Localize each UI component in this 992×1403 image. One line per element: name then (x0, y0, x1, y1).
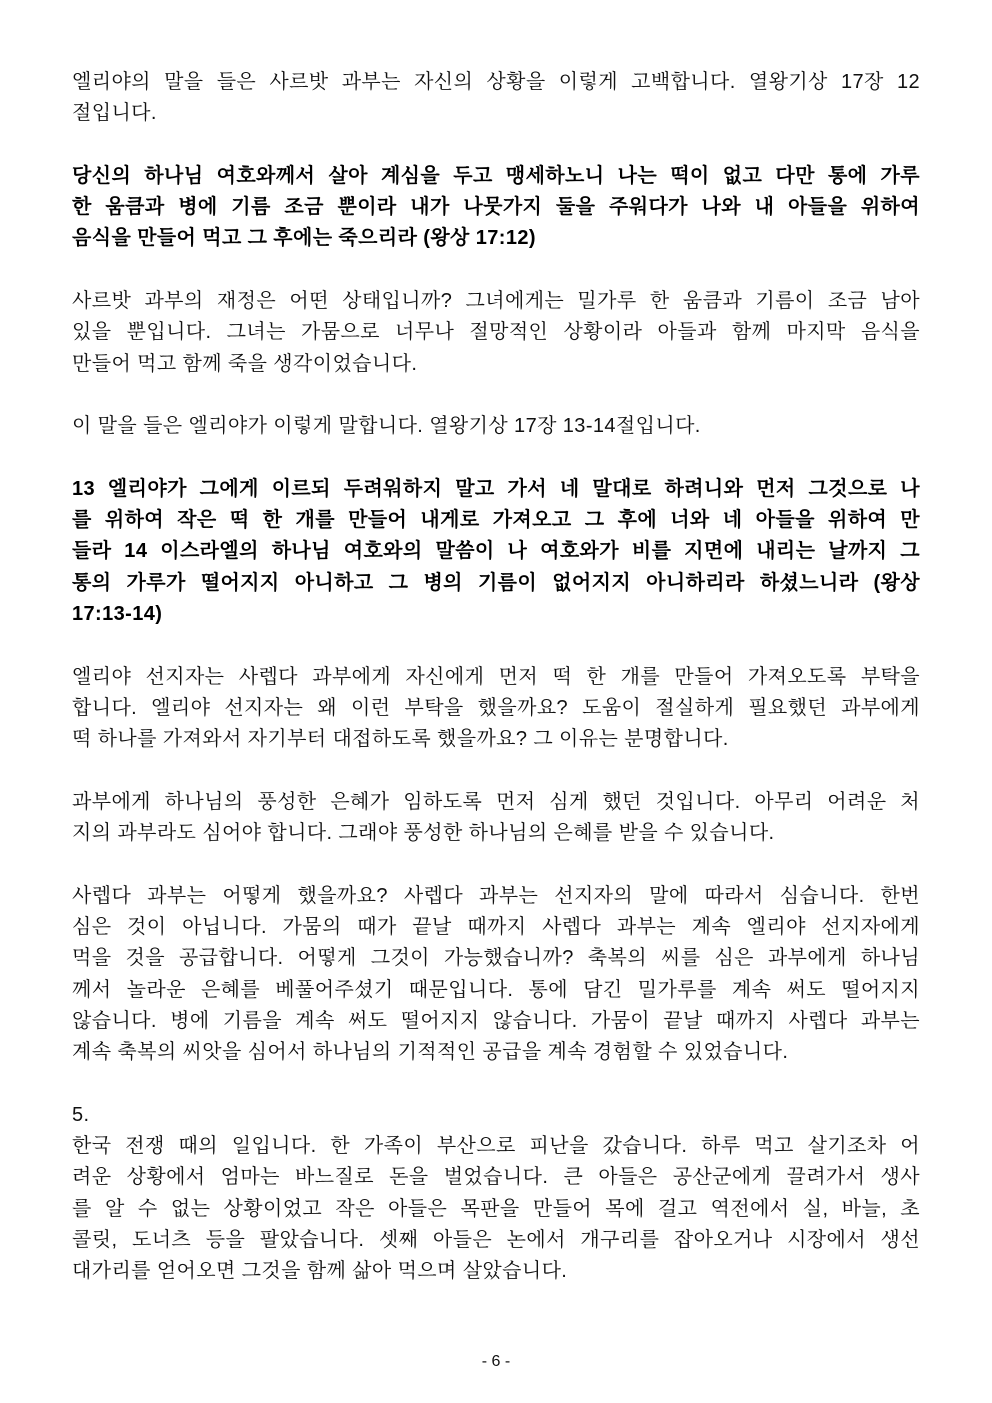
body-paragraph (72, 662, 920, 756)
page-number: - 6 - (481, 1353, 511, 1370)
text-line: 한 움큼과 병에 기름 조금 뿐이라 내가 나뭇가지 둘을 주워다가 나와 내 아들을 위하여 (72, 196, 920, 219)
numbered-section (72, 1100, 920, 1288)
text-line: 한국 전쟁 때의 일입니다. 한 가족이 부산으로 피난을 갔습니다. 하루 먹고 살기조차 어 (72, 1135, 920, 1158)
text-line: 엘리야 선지자는 사렙다 과부에게 자신에게 먼저 떡 한 개를 만들어 가져오도록 부탁을 (72, 665, 920, 688)
text-line: 를 위하여 작은 떡 한 개를 만들어 내게로 가져오고 그 후에 너와 네 아들을 위하여 만 (72, 509, 920, 532)
text-line: 사렙다 과부는 어떻게 했을까요? 사렙다 과부는 선지자의 말에 따라서 심습니다. 한번 (72, 884, 920, 907)
text-line: 합니다. 엘리야 선지자는 왜 이런 부탁을 했을까요? 도움이 절실하게 필요했던 과부에게 (72, 696, 920, 719)
text-line: 를 알 수 없는 상황이었고 작은 아들은 목판을 만들어 목에 걸고 역전에서 실, 바늘, 초 (72, 1197, 920, 1220)
text-line: 만들어 먹고 함께 죽을 생각이었습니다. (72, 352, 418, 375)
text-line: 들라 14 이스라엘의 하나님 여호와의 말씀이 나 여호와가 비를 지면에 내리는 날까지 그 (72, 540, 920, 563)
text-line: 엘리야의 말을 들은 사르밧 과부는 자신의 상황을 이렇게 고백합니다. 열왕기상 17장 12 (72, 71, 920, 93)
document-body (72, 67, 920, 1288)
body-paragraph (72, 1131, 920, 1287)
text-line: 13 엘리야가 그에게 이르되 두려워하지 말고 가서 네 말대로 하려니와 먼저 그것으로 나 (72, 477, 920, 500)
scripture-quote (72, 474, 920, 630)
body-paragraph (72, 881, 920, 1069)
text-line: 당신의 하나님 여호와께서 살아 계심을 두고 맹세하노니 나는 떡이 없고 다만 통에 가루 (72, 164, 920, 187)
text-line: 않습니다. 병에 기름을 계속 써도 떨어지지 않습니다. 가뭄이 끝날 때까지 사렙다 과부는 (72, 1009, 920, 1032)
text-line: 사르밧 과부의 재정은 어떤 상태입니까? 그녀에게는 밀가루 한 움큼과 기름이 조금 남아 (72, 290, 920, 313)
text-line: 대가리를 얻어오면 그것을 함께 삶아 먹으며 살았습니다. (72, 1260, 568, 1283)
section-number: 5. (72, 1103, 90, 1126)
scripture-quote (72, 161, 920, 255)
text-line: 지의 과부라도 심어야 합니다. 그래야 풍성한 하나님의 은혜를 받을 수 있습니다. (72, 822, 775, 845)
text-line: 계속 축복의 씨앗을 심어서 하나님의 기적적인 공급을 계속 경험할 수 있었습니다. (72, 1041, 789, 1064)
text-line: 있을 뿐입니다. 그녀는 가뭄으로 너무나 절망적인 상황이라 아들과 함께 마지막 음식을 (72, 321, 920, 344)
text-line: 음식을 만들어 먹고 그 후에는 죽으리라 (왕상 17:12) (72, 227, 536, 250)
text-line: 콜릿, 도너츠 등을 팔았습니다. 셋째 아들은 논에서 개구리를 잡아오거나 시장에서 생선 (72, 1228, 920, 1251)
body-paragraph (72, 286, 920, 380)
text-line: 과부에게 하나님의 풍성한 은혜가 임하도록 먼저 심게 했던 것입니다. 아무리 어려운 처 (72, 790, 920, 813)
text-line: 17:13-14) (72, 603, 163, 626)
text-line: 심은 것이 아닙니다. 가뭄의 때가 끝날 때까지 사렙다 과부는 계속 엘리야 선지자에게 (72, 916, 920, 939)
text-line: 께서 놀라운 은혜를 베풀어주셨기 때문입니다. 통에 담긴 밀가루를 계속 써도 떨어지지 (72, 978, 920, 1001)
text-line: 떡 하나를 가져와서 자기부터 대접하도록 했을까요? 그 이유는 분명합니다. (72, 728, 729, 751)
text-line: 먹을 것을 공급합니다. 어떻게 그것이 가능했습니까? 축복의 씨를 심은 과부에게 하나님 (72, 947, 920, 970)
body-paragraph (72, 411, 920, 442)
text-line: 통의 가루가 떨어지지 아니하고 그 병의 기름이 없어지지 아니하리라 하셨느니라 (왕상 (72, 571, 920, 594)
text-line: 이 말을 들은 엘리야가 이렇게 말합니다. 열왕기상 17장 13-14절입니다. (72, 415, 701, 438)
body-paragraph (72, 67, 920, 130)
text-line: 절입니다. (72, 102, 157, 125)
text-line: 려운 상황에서 엄마는 바느질로 돈을 벌었습니다. 큰 아들은 공산군에게 끌려가서 생사 (72, 1166, 920, 1189)
body-paragraph (72, 787, 920, 850)
